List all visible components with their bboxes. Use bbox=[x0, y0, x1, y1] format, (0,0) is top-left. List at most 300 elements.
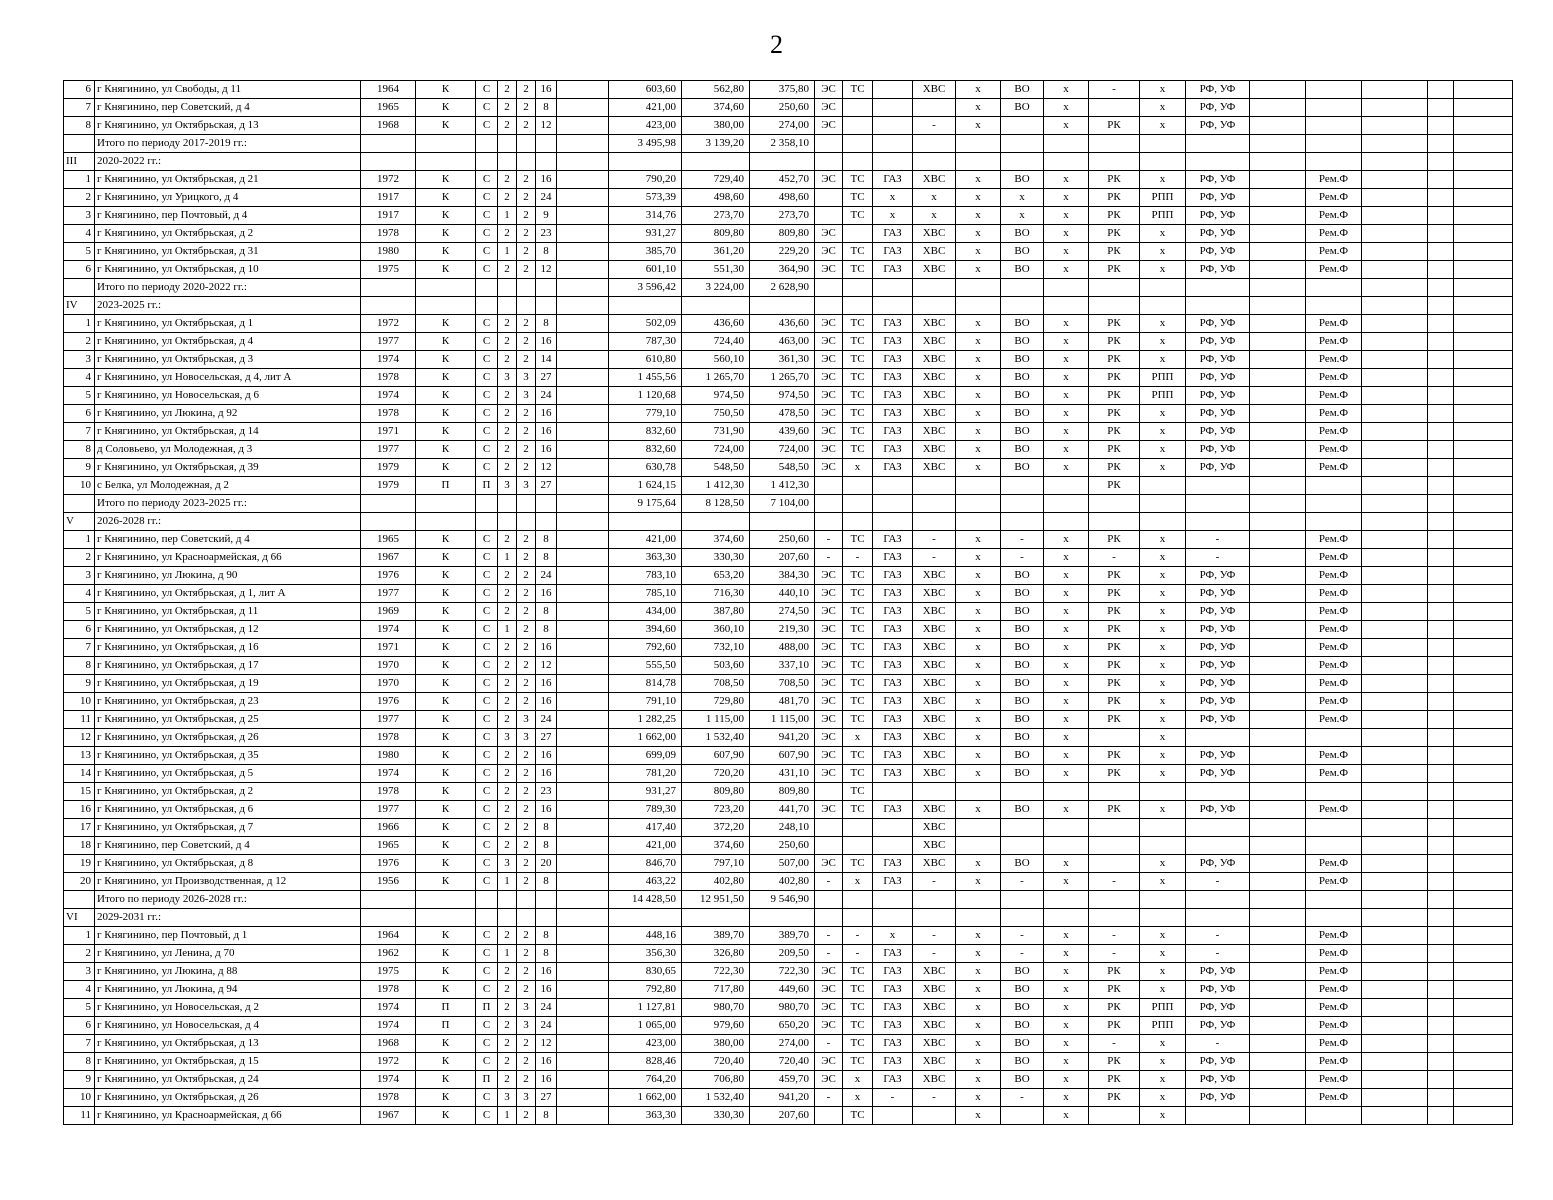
es-system-cell: ЭС bbox=[815, 747, 843, 765]
floor-type-cell: С bbox=[476, 981, 498, 999]
col-9-cell bbox=[557, 783, 609, 801]
table-row bbox=[64, 387, 1513, 405]
rem-fund-cell: Рем.Ф bbox=[1306, 585, 1362, 603]
apartments-count-cell bbox=[536, 513, 557, 531]
rem-fund-cell: Рем.Ф bbox=[1306, 621, 1362, 639]
row-number-cell bbox=[64, 135, 95, 153]
vo-system-cell: - bbox=[1001, 1089, 1044, 1107]
col-26-cell bbox=[1428, 369, 1454, 387]
table-row bbox=[64, 207, 1513, 225]
vo-system-cell: - bbox=[1001, 873, 1044, 891]
entrances-count-cell bbox=[517, 297, 536, 315]
ts-system-cell: ТС bbox=[843, 963, 873, 981]
floor-type-cell: С bbox=[476, 873, 498, 891]
col-19-cell bbox=[1044, 477, 1089, 495]
private-area-cell: 375,80 bbox=[750, 81, 815, 99]
total-area-cell: 779,10 bbox=[609, 405, 682, 423]
private-area-cell: 650,20 bbox=[750, 1017, 815, 1035]
gas-system-cell: ГАЗ bbox=[873, 459, 913, 477]
col-25-cell bbox=[1362, 855, 1428, 873]
ts-system-cell: ТС bbox=[843, 531, 873, 549]
floors-count-cell: 3 bbox=[498, 1089, 517, 1107]
col-23-cell bbox=[1250, 747, 1306, 765]
wall-type-cell: К bbox=[416, 81, 476, 99]
col-27-cell bbox=[1454, 657, 1513, 675]
col-23-cell bbox=[1250, 621, 1306, 639]
wall-type-cell: К bbox=[416, 387, 476, 405]
rk-work-cell: РК bbox=[1089, 657, 1140, 675]
col-9-cell bbox=[557, 135, 609, 153]
apartments-count-cell: 27 bbox=[536, 477, 557, 495]
rk-work-cell bbox=[1089, 495, 1140, 513]
total-area-cell: 1 662,00 bbox=[609, 729, 682, 747]
wall-type-cell: К bbox=[416, 801, 476, 819]
entrances-count-cell: 2 bbox=[517, 261, 536, 279]
gas-system-cell: ГАЗ bbox=[873, 567, 913, 585]
col-25-cell bbox=[1362, 567, 1428, 585]
build-year-cell bbox=[361, 891, 416, 909]
floors-count-cell: 2 bbox=[498, 693, 517, 711]
es-system-cell: ЭС bbox=[815, 225, 843, 243]
private-area-cell: 2 628,90 bbox=[750, 279, 815, 297]
vo-system-cell bbox=[1001, 495, 1044, 513]
gas-system-cell: ГАЗ bbox=[873, 981, 913, 999]
gvs-system-cell: х bbox=[956, 585, 1001, 603]
col-23-cell bbox=[1250, 225, 1306, 243]
hvs-system-cell: ХВС bbox=[913, 243, 956, 261]
total-area-cell: 931,27 bbox=[609, 225, 682, 243]
address-cell: г Княгинино, ул Октябрьская, д 3 bbox=[95, 351, 361, 369]
rem-fund-cell: Рем.Ф bbox=[1306, 189, 1362, 207]
col-27-cell bbox=[1454, 513, 1513, 531]
col-27-cell bbox=[1454, 423, 1513, 441]
table-row bbox=[64, 765, 1513, 783]
row-number-cell: 7 bbox=[64, 1035, 95, 1053]
apartments-count-cell: 12 bbox=[536, 657, 557, 675]
rf-uf-work-cell: РФ, УФ bbox=[1186, 585, 1250, 603]
rpp-work-cell: х bbox=[1140, 711, 1186, 729]
rf-uf-work-cell: РФ, УФ bbox=[1186, 261, 1250, 279]
private-area-cell: 361,30 bbox=[750, 351, 815, 369]
total-area-cell: 421,00 bbox=[609, 531, 682, 549]
floor-type-cell: С bbox=[476, 189, 498, 207]
private-area-cell: 708,50 bbox=[750, 675, 815, 693]
vo-system-cell: ВО bbox=[1001, 387, 1044, 405]
address-cell: г Княгинино, ул Октябрьская, д 35 bbox=[95, 747, 361, 765]
wall-type-cell: К bbox=[416, 171, 476, 189]
build-year-cell: 1972 bbox=[361, 1053, 416, 1071]
floor-type-cell: С bbox=[476, 369, 498, 387]
rf-uf-work-cell: РФ, УФ bbox=[1186, 423, 1250, 441]
apartments-count-cell: 8 bbox=[536, 837, 557, 855]
ts-system-cell: ТС bbox=[843, 1053, 873, 1071]
hvs-system-cell bbox=[913, 297, 956, 315]
row-number-cell: 4 bbox=[64, 225, 95, 243]
total-area-cell: 828,46 bbox=[609, 1053, 682, 1071]
floors-count-cell: 2 bbox=[498, 747, 517, 765]
rem-fund-cell bbox=[1306, 495, 1362, 513]
col-26-cell bbox=[1428, 657, 1454, 675]
private-area-cell: 1 412,30 bbox=[750, 477, 815, 495]
col-27-cell bbox=[1454, 81, 1513, 99]
apartments-count-cell: 12 bbox=[536, 261, 557, 279]
build-year-cell: 1976 bbox=[361, 855, 416, 873]
col-27-cell bbox=[1454, 1089, 1513, 1107]
col-27-cell bbox=[1454, 729, 1513, 747]
floors-count-cell bbox=[498, 297, 517, 315]
table-row bbox=[64, 675, 1513, 693]
rk-work-cell: РК bbox=[1089, 1089, 1140, 1107]
rpp-work-cell bbox=[1140, 477, 1186, 495]
apartments-count-cell: 16 bbox=[536, 585, 557, 603]
col-23-cell bbox=[1250, 1107, 1306, 1125]
address-cell: г Княгинино, ул Октябрьская, д 39 bbox=[95, 459, 361, 477]
build-year-cell bbox=[361, 513, 416, 531]
ts-system-cell: ТС bbox=[843, 801, 873, 819]
private-area-cell: 7 104,00 bbox=[750, 495, 815, 513]
table-row bbox=[64, 567, 1513, 585]
col-25-cell bbox=[1362, 603, 1428, 621]
es-system-cell bbox=[815, 495, 843, 513]
floor-type-cell bbox=[476, 891, 498, 909]
rem-fund-cell: Рем.Ф bbox=[1306, 207, 1362, 225]
entrances-count-cell: 2 bbox=[517, 675, 536, 693]
gvs-system-cell: х bbox=[956, 1053, 1001, 1071]
vo-system-cell: ВО bbox=[1001, 639, 1044, 657]
rk-work-cell: РК bbox=[1089, 693, 1140, 711]
rf-uf-work-cell: РФ, УФ bbox=[1186, 855, 1250, 873]
table-row bbox=[64, 531, 1513, 549]
rk-work-cell: РК bbox=[1089, 639, 1140, 657]
build-year-cell: 1974 bbox=[361, 387, 416, 405]
wall-type-cell: К bbox=[416, 675, 476, 693]
gas-system-cell: ГАЗ bbox=[873, 405, 913, 423]
floors-count-cell: 2 bbox=[498, 999, 517, 1017]
rem-fund-cell: Рем.Ф bbox=[1306, 567, 1362, 585]
rf-uf-work-cell: РФ, УФ bbox=[1186, 567, 1250, 585]
col-27-cell bbox=[1454, 477, 1513, 495]
row-number-cell: 8 bbox=[64, 441, 95, 459]
gvs-system-cell: х bbox=[956, 873, 1001, 891]
living-area-cell: 724,00 bbox=[682, 441, 750, 459]
rem-fund-cell: Рем.Ф bbox=[1306, 1053, 1362, 1071]
private-area-cell bbox=[750, 153, 815, 171]
es-system-cell: ЭС bbox=[815, 459, 843, 477]
col-9-cell bbox=[557, 405, 609, 423]
table-row bbox=[64, 423, 1513, 441]
floor-type-cell: С bbox=[476, 729, 498, 747]
hvs-system-cell bbox=[913, 279, 956, 297]
apartments-count-cell: 16 bbox=[536, 963, 557, 981]
rk-work-cell bbox=[1089, 837, 1140, 855]
rpp-work-cell: РПП bbox=[1140, 207, 1186, 225]
total-area-cell: 603,60 bbox=[609, 81, 682, 99]
ts-system-cell bbox=[843, 891, 873, 909]
hvs-system-cell bbox=[913, 909, 956, 927]
gas-system-cell: ГАЗ bbox=[873, 1071, 913, 1089]
hvs-system-cell: ХВС bbox=[913, 459, 956, 477]
col-25-cell bbox=[1362, 243, 1428, 261]
gvs-system-cell: х bbox=[956, 117, 1001, 135]
total-area-cell: 832,60 bbox=[609, 423, 682, 441]
col-27-cell bbox=[1454, 999, 1513, 1017]
rem-fund-cell bbox=[1306, 477, 1362, 495]
ts-system-cell: ТС bbox=[843, 711, 873, 729]
col-25-cell bbox=[1362, 765, 1428, 783]
rf-uf-work-cell: РФ, УФ bbox=[1186, 603, 1250, 621]
col-19-cell: х bbox=[1044, 1017, 1089, 1035]
build-year-cell: 1975 bbox=[361, 261, 416, 279]
col-26-cell bbox=[1428, 549, 1454, 567]
es-system-cell bbox=[815, 189, 843, 207]
col-19-cell: х bbox=[1044, 657, 1089, 675]
floor-type-cell: С bbox=[476, 243, 498, 261]
col-27-cell bbox=[1454, 765, 1513, 783]
rem-fund-cell: Рем.Ф bbox=[1306, 603, 1362, 621]
col-19-cell: х bbox=[1044, 459, 1089, 477]
address-cell: г Княгинино, пер Советский, д 4 bbox=[95, 99, 361, 117]
row-number-cell: III bbox=[64, 153, 95, 171]
hvs-system-cell: ХВС bbox=[913, 657, 956, 675]
entrances-count-cell: 2 bbox=[517, 819, 536, 837]
build-year-cell: 1956 bbox=[361, 873, 416, 891]
total-area-cell: 792,80 bbox=[609, 981, 682, 999]
total-area-cell: 830,65 bbox=[609, 963, 682, 981]
gas-system-cell: ГАЗ bbox=[873, 963, 913, 981]
col-23-cell bbox=[1250, 693, 1306, 711]
col-19-cell bbox=[1044, 495, 1089, 513]
private-area-cell: 452,70 bbox=[750, 171, 815, 189]
col-9-cell bbox=[557, 585, 609, 603]
ts-system-cell: ТС bbox=[843, 1017, 873, 1035]
col-23-cell bbox=[1250, 441, 1306, 459]
hvs-system-cell bbox=[913, 1107, 956, 1125]
build-year-cell: 1971 bbox=[361, 639, 416, 657]
build-year-cell: 1964 bbox=[361, 927, 416, 945]
col-27-cell bbox=[1454, 801, 1513, 819]
rk-work-cell: РК bbox=[1089, 675, 1140, 693]
rem-fund-cell: Рем.Ф bbox=[1306, 999, 1362, 1017]
row-number-cell: 1 bbox=[64, 927, 95, 945]
row-number-cell: 11 bbox=[64, 1107, 95, 1125]
col-23-cell bbox=[1250, 603, 1306, 621]
private-area-cell: 481,70 bbox=[750, 693, 815, 711]
col-25-cell bbox=[1362, 1071, 1428, 1089]
es-system-cell bbox=[815, 1107, 843, 1125]
wall-type-cell: К bbox=[416, 855, 476, 873]
gas-system-cell: ГАЗ bbox=[873, 765, 913, 783]
col-23-cell bbox=[1250, 513, 1306, 531]
build-year-cell: 1917 bbox=[361, 189, 416, 207]
col-23-cell bbox=[1250, 405, 1306, 423]
ts-system-cell bbox=[843, 117, 873, 135]
ts-system-cell bbox=[843, 495, 873, 513]
rpp-work-cell bbox=[1140, 819, 1186, 837]
total-area-cell: 448,16 bbox=[609, 927, 682, 945]
es-system-cell bbox=[815, 135, 843, 153]
floors-count-cell: 2 bbox=[498, 81, 517, 99]
floors-count-cell: 2 bbox=[498, 927, 517, 945]
col-25-cell bbox=[1362, 909, 1428, 927]
table-row bbox=[64, 711, 1513, 729]
apartments-count-cell: 8 bbox=[536, 99, 557, 117]
col-27-cell bbox=[1454, 315, 1513, 333]
es-system-cell bbox=[815, 513, 843, 531]
col-25-cell bbox=[1362, 945, 1428, 963]
hvs-system-cell bbox=[913, 495, 956, 513]
entrances-count-cell: 3 bbox=[517, 711, 536, 729]
vo-system-cell bbox=[1001, 819, 1044, 837]
hvs-system-cell bbox=[913, 135, 956, 153]
col-19-cell: х bbox=[1044, 207, 1089, 225]
private-area-cell: 720,40 bbox=[750, 1053, 815, 1071]
col-25-cell bbox=[1362, 99, 1428, 117]
hvs-system-cell: ХВС bbox=[913, 837, 956, 855]
rpp-work-cell: х bbox=[1140, 405, 1186, 423]
col-27-cell bbox=[1454, 585, 1513, 603]
floors-count-cell: 2 bbox=[498, 171, 517, 189]
private-area-cell: 809,80 bbox=[750, 225, 815, 243]
living-area-cell bbox=[682, 153, 750, 171]
rem-fund-cell bbox=[1306, 819, 1362, 837]
build-year-cell: 1974 bbox=[361, 1071, 416, 1089]
table-row bbox=[64, 819, 1513, 837]
page-number: 2 bbox=[770, 30, 783, 59]
col-25-cell bbox=[1362, 423, 1428, 441]
hvs-system-cell bbox=[913, 783, 956, 801]
apartments-count-cell: 16 bbox=[536, 693, 557, 711]
apartments-count-cell: 27 bbox=[536, 369, 557, 387]
col-9-cell bbox=[557, 729, 609, 747]
col-9-cell bbox=[557, 1017, 609, 1035]
col-19-cell: х bbox=[1044, 405, 1089, 423]
total-area-cell: 14 428,50 bbox=[609, 891, 682, 909]
col-23-cell bbox=[1250, 765, 1306, 783]
private-area-cell: 607,90 bbox=[750, 747, 815, 765]
rem-fund-cell: Рем.Ф bbox=[1306, 1071, 1362, 1089]
gas-system-cell: ГАЗ bbox=[873, 693, 913, 711]
col-27-cell bbox=[1454, 711, 1513, 729]
col-9-cell bbox=[557, 1071, 609, 1089]
col-26-cell bbox=[1428, 675, 1454, 693]
col-25-cell bbox=[1362, 513, 1428, 531]
apartments-count-cell: 8 bbox=[536, 819, 557, 837]
rf-uf-work-cell bbox=[1186, 729, 1250, 747]
rf-uf-work-cell bbox=[1186, 495, 1250, 513]
rem-fund-cell: Рем.Ф bbox=[1306, 747, 1362, 765]
rpp-work-cell: х bbox=[1140, 873, 1186, 891]
address-cell: с Белка, ул Молодежная, д 2 bbox=[95, 477, 361, 495]
col-9-cell bbox=[557, 351, 609, 369]
build-year-cell: 1978 bbox=[361, 729, 416, 747]
gvs-system-cell: х bbox=[956, 387, 1001, 405]
col-19-cell bbox=[1044, 153, 1089, 171]
col-25-cell bbox=[1362, 207, 1428, 225]
apartments-count-cell bbox=[536, 135, 557, 153]
rk-work-cell: РК bbox=[1089, 405, 1140, 423]
vo-system-cell: ВО bbox=[1001, 225, 1044, 243]
living-area-cell: 974,50 bbox=[682, 387, 750, 405]
vo-system-cell: ВО bbox=[1001, 1035, 1044, 1053]
es-system-cell: - bbox=[815, 1035, 843, 1053]
floor-type-cell: П bbox=[476, 999, 498, 1017]
vo-system-cell: ВО bbox=[1001, 801, 1044, 819]
col-25-cell bbox=[1362, 531, 1428, 549]
col-19-cell: х bbox=[1044, 693, 1089, 711]
col-19-cell: х bbox=[1044, 621, 1089, 639]
ts-system-cell: ТС bbox=[843, 999, 873, 1017]
entrances-count-cell: 2 bbox=[517, 567, 536, 585]
entrances-count-cell bbox=[517, 135, 536, 153]
col-9-cell bbox=[557, 621, 609, 639]
col-19-cell: х bbox=[1044, 117, 1089, 135]
rem-fund-cell: Рем.Ф bbox=[1306, 531, 1362, 549]
ts-system-cell: х bbox=[843, 1089, 873, 1107]
gvs-system-cell: х bbox=[956, 351, 1001, 369]
vo-system-cell: ВО bbox=[1001, 963, 1044, 981]
rk-work-cell: РК bbox=[1089, 423, 1140, 441]
row-number-cell: 1 bbox=[64, 531, 95, 549]
col-19-cell: х bbox=[1044, 189, 1089, 207]
wall-type-cell: К bbox=[416, 945, 476, 963]
ts-system-cell bbox=[843, 99, 873, 117]
col-9-cell bbox=[557, 567, 609, 585]
rem-fund-cell: Рем.Ф bbox=[1306, 423, 1362, 441]
vo-system-cell: ВО bbox=[1001, 621, 1044, 639]
gvs-system-cell bbox=[956, 135, 1001, 153]
entrances-count-cell: 2 bbox=[517, 189, 536, 207]
col-9-cell bbox=[557, 549, 609, 567]
gvs-system-cell: х bbox=[956, 1089, 1001, 1107]
private-area-cell: 498,60 bbox=[750, 189, 815, 207]
col-23-cell bbox=[1250, 279, 1306, 297]
hvs-system-cell: ХВС bbox=[913, 315, 956, 333]
wall-type-cell: К bbox=[416, 819, 476, 837]
private-area-cell: 548,50 bbox=[750, 459, 815, 477]
rpp-work-cell: РПП bbox=[1140, 999, 1186, 1017]
ts-system-cell: ТС bbox=[843, 171, 873, 189]
rk-work-cell bbox=[1089, 909, 1140, 927]
col-26-cell bbox=[1428, 801, 1454, 819]
table-row bbox=[64, 171, 1513, 189]
address-cell: г Княгинино, ул Октябрьская, д 21 bbox=[95, 171, 361, 189]
col-25-cell bbox=[1362, 171, 1428, 189]
es-system-cell: ЭС bbox=[815, 387, 843, 405]
ts-system-cell: х bbox=[843, 459, 873, 477]
col-23-cell bbox=[1250, 873, 1306, 891]
hvs-system-cell: ХВС bbox=[913, 1053, 956, 1071]
col-23-cell bbox=[1250, 585, 1306, 603]
gvs-system-cell: х bbox=[956, 423, 1001, 441]
rem-fund-cell: Рем.Ф bbox=[1306, 855, 1362, 873]
rf-uf-work-cell: РФ, УФ bbox=[1186, 711, 1250, 729]
total-area-cell: 789,30 bbox=[609, 801, 682, 819]
col-26-cell bbox=[1428, 315, 1454, 333]
vo-system-cell: ВО bbox=[1001, 603, 1044, 621]
hvs-system-cell: ХВС bbox=[913, 603, 956, 621]
gvs-system-cell: х bbox=[956, 225, 1001, 243]
wall-type-cell: К bbox=[416, 585, 476, 603]
gas-system-cell: ГАЗ bbox=[873, 639, 913, 657]
rem-fund-cell bbox=[1306, 729, 1362, 747]
col-27-cell bbox=[1454, 153, 1513, 171]
address-cell: г Княгинино, ул Октябрьская, д 13 bbox=[95, 117, 361, 135]
vo-system-cell bbox=[1001, 477, 1044, 495]
col-25-cell bbox=[1362, 495, 1428, 513]
table-row bbox=[64, 99, 1513, 117]
gas-system-cell: ГАЗ bbox=[873, 369, 913, 387]
row-number-cell: IV bbox=[64, 297, 95, 315]
